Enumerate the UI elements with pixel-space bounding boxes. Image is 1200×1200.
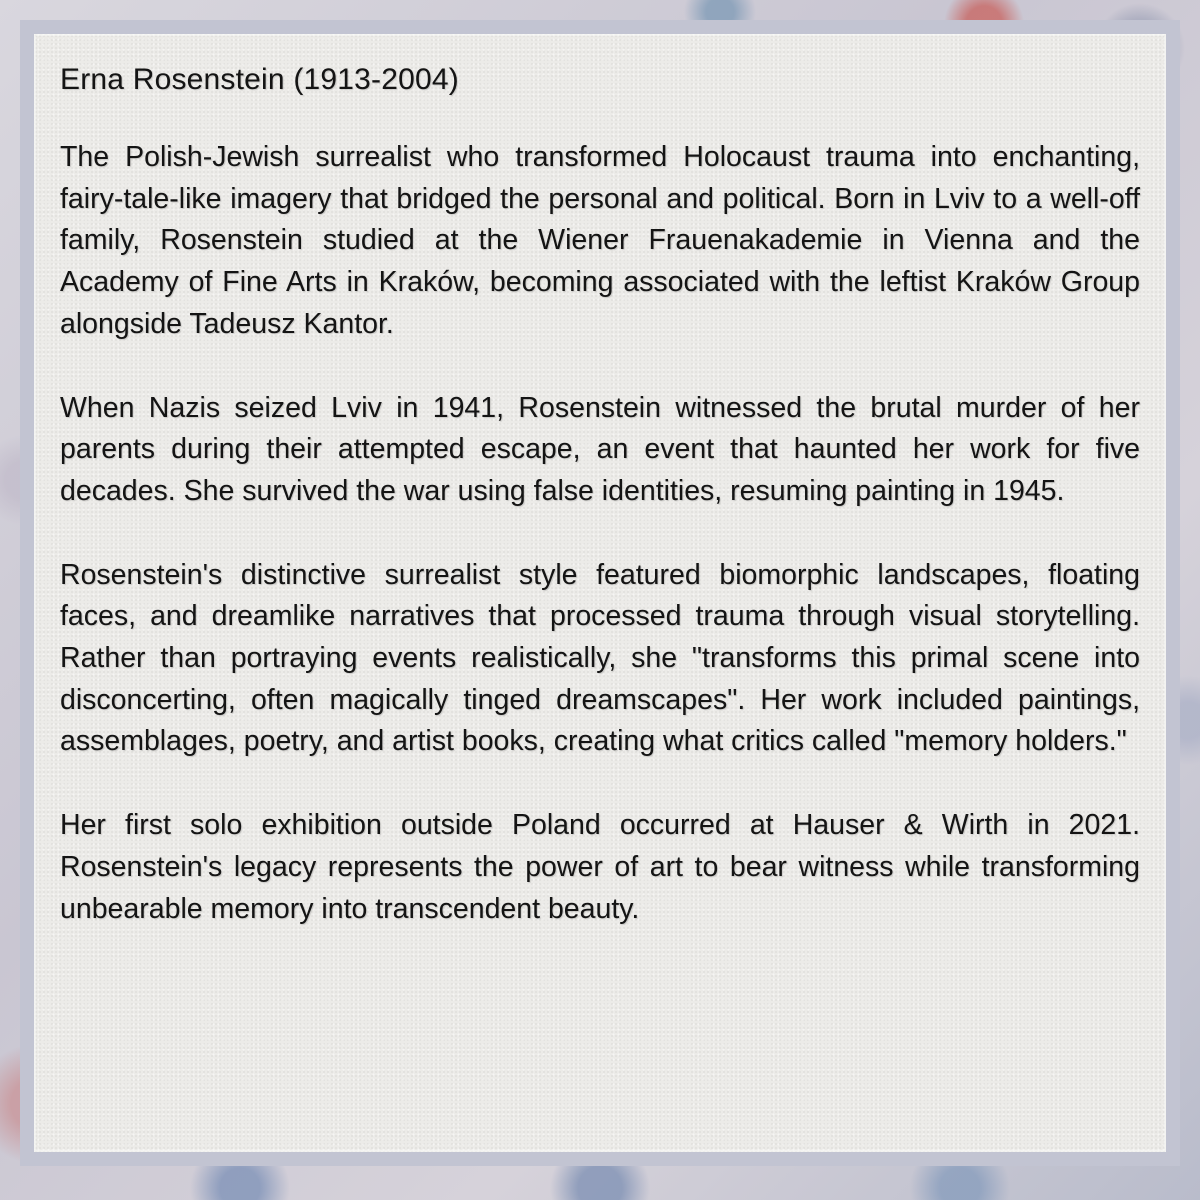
article-content xyxy=(60,60,1140,930)
paragraph-style: Rosenstein's distinctive surrealist style featured biomorphic landscapes, floating faces, and dreamlike narratives that processed trauma through visual storytelling. Rather than portraying events realistically, she "transforms this primal scene into disconcerting, often magically tinged dreamscapes". Her work included paintings, assemblages, poetry, and artist books, creating what critics called "memory holders." xyxy=(60,558,1140,758)
paragraph-legacy: Her first solo exhibition outside Poland occurred at Hauser & Wirth in 2021. Rosenstein's legacy represents the power of art to bear witness while transforming unbearable memory into transcendent beauty. xyxy=(60,809,1140,925)
paragraph-war: When Nazis seized Lviv in 1941, Rosenstein witnessed the brutal murder of her parents during their attempted escape, an event that haunted her work for five decades. She survived the war using false identities, resuming painting in 1945. xyxy=(60,391,1140,507)
article-title: Erna Rosenstein (1913-2004) xyxy=(60,63,459,96)
text-panel xyxy=(20,20,1180,1166)
paragraph-intro: The Polish-Jewish surrealist who transformed Holocaust trauma into enchanting, fairy-tale-like imagery that bridged the personal and political. Born in Lviv to a well-off family, Rosenstein studied at the Wiener Frauenakademie in Vienna and the Academy of Fine Arts in Kraków, becoming associated with the leftist Kraków Group alongside Tadeusz Kantor. xyxy=(60,141,1140,340)
